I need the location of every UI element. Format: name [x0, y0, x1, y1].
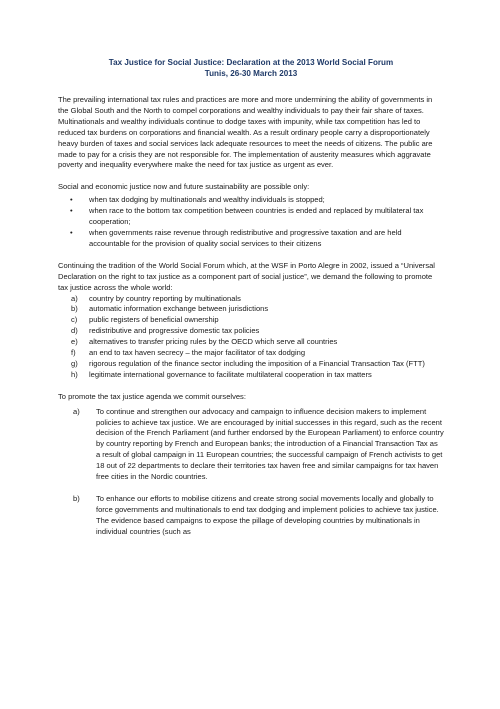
- list-marker: g): [71, 358, 78, 368]
- conditions-list: [58, 195, 444, 250]
- title-line-2: Tunis, 26-30 March 2013: [204, 69, 298, 78]
- list-item-text: To enhance our efforts to mobilise citizens and create strong social movements locally and globally to force governments and multinationals to end tax dodging and implement policies to achieve tax justice. The evidence based campaigns to expose the pillage of developing countries by multinationals in individual countries (such as: [96, 494, 439, 536]
- list-item: [58, 326, 444, 337]
- list-marker: h): [71, 369, 78, 379]
- list-marker: a): [71, 293, 78, 303]
- list-item-text: To continue and strengthen our advocacy and campaign to influence decision makers to implement policies to achieve tax justice. We are encouraged by initial successes in this regard, such as the recent decision of the French Parliament (and further endorsed by the European Parliament) to enforce country by country reporting by French and European banks; the introduction of a Financial Transaction Tax as a result of global campaign in 11 European countries; the successful campaign of French activists to get 18 out of 22 departments to declare their territories tax haven free and similar campaigns for tax haven free cities in the Nordic countries.: [96, 406, 444, 482]
- list-item: [58, 337, 444, 348]
- list-item: [58, 315, 444, 326]
- list-item: [58, 370, 444, 381]
- list-marker: b): [73, 494, 80, 503]
- document-title: [58, 57, 444, 79]
- list-marker: a): [73, 406, 80, 416]
- list-item-text: alternatives to transfer pricing rules by the OECD which serve all countries: [89, 337, 338, 347]
- title-line-1: Tax Justice for Social Justice: Declaration at the 2013 World Social Forum: [108, 58, 394, 67]
- list-item: [58, 348, 444, 359]
- list-item: [58, 359, 444, 370]
- demands-list: [58, 294, 444, 381]
- list-marker: d): [71, 326, 78, 336]
- commitments-list: [58, 407, 444, 538]
- commit-intro-paragraph: To promote the tax justice agenda we commit ourselves:: [58, 391, 246, 401]
- possible-paragraph: Social and economic justice now and future sustainability are possible only:: [58, 182, 310, 192]
- list-item: • when tax dodging by multinationals and wealthy individuals is stopped;: [58, 195, 444, 206]
- list-item: [58, 494, 444, 538]
- list-item: • when governments raise revenue through redistributive and progressive taxation and are held accountable for the provision of quality social services to their citizens: [58, 228, 444, 250]
- list-item-text: legitimate international governance to facilitate multilateral cooperation in tax matters: [89, 369, 372, 379]
- list-item-text: an end to tax haven secrecy – the major facilitator of tax dodging: [89, 348, 306, 358]
- list-item: [58, 407, 444, 483]
- list-item: • when race to the bottom tax competition between countries is ended and replaced by multilateral tax cooperation;: [58, 206, 444, 228]
- list-item-text: country by country reporting by multinationals: [89, 293, 241, 303]
- list-marker: c): [71, 315, 78, 325]
- list-marker: b): [71, 304, 78, 314]
- list-item-text: public registers of beneficial ownership: [89, 315, 219, 325]
- list-item-text: automatic information exchange between jurisdictions: [89, 304, 269, 314]
- continuing-paragraph: Continuing the tradition of the World Social Forum which, at the WSF in Porto Alegre in 2002, issued a “Universal Declaration on the right to tax justice as a component part of social justice”, we demand the following to promote tax justice across the whole world:: [58, 260, 435, 292]
- list-marker: f): [71, 348, 76, 358]
- list-marker: e): [71, 337, 78, 347]
- list-item: [58, 294, 444, 305]
- list-item-text: redistributive and progressive domestic tax policies: [89, 326, 260, 336]
- list-item-text: rigorous regulation of the finance sector including the imposition of a Financial Transaction Tax (FTT): [89, 358, 425, 368]
- list-item: [58, 304, 444, 315]
- intro-paragraph: The prevailing international tax rules and practices are more and more undermining the ability of governments in the Global South and the North to compel corporations and wealthy individuals to pay their fair share of taxes. Multinationals and wealthy individuals continue to dodge taxes with impunity, while tax competition has led to reduced tax burdens on corporations and financial wealth. As a result ordinary people carry a disproportionately heavy burden of taxes and social services lack adequate resources to meet the needs of citizens. The public are made to pay for a crisis they are not responsible for. The implementation of austerity measures which aggravate poverty and inequality everywhere make the need for tax justice as urgent as ever.: [58, 95, 433, 170]
